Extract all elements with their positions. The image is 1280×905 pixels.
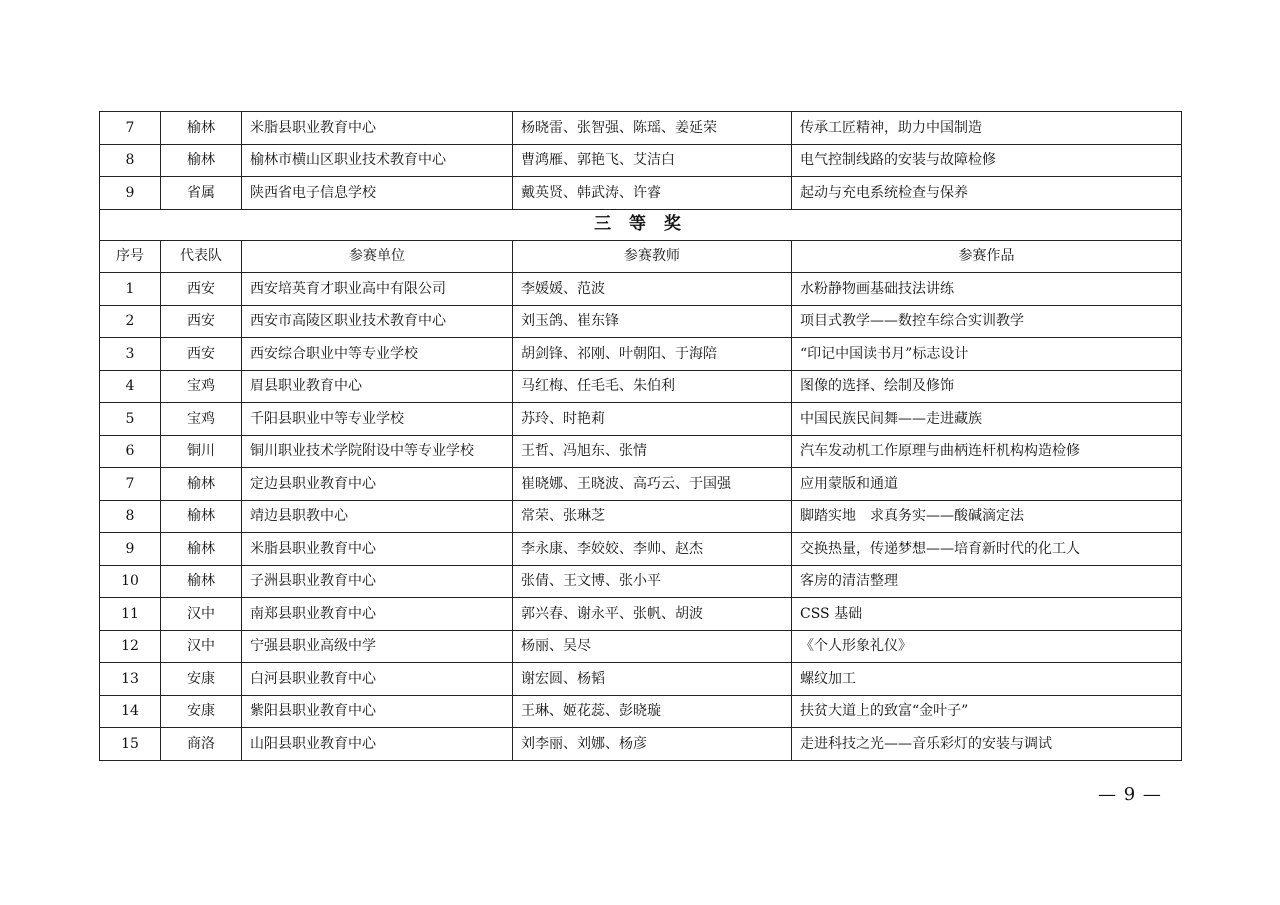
cell-teachers: 谢宏圆、杨韬 [513, 663, 792, 696]
cell-unit: 米脂县职业教育中心 [242, 112, 513, 145]
cell-number: 11 [100, 598, 161, 631]
cell-team: 榆林 [161, 565, 242, 598]
cell-number: 7 [100, 468, 161, 501]
section-title-row [100, 209, 1182, 240]
cell-teachers: 崔晓娜、王晓波、高巧云、于国强 [513, 468, 792, 501]
cell-teachers: 常荣、张琳芝 [513, 500, 792, 533]
cell-unit: 靖边县职教中心 [242, 500, 513, 533]
table-row [100, 403, 1182, 436]
cell-work: 项目式教学——数控车综合实训教学 [792, 305, 1182, 338]
cell-work: 客房的清洁整理 [792, 565, 1182, 598]
cell-number: 15 [100, 728, 161, 761]
page-number: — 9 — [1098, 784, 1162, 805]
cell-teachers: 王琳、姬花蕊、彭晓璇 [513, 695, 792, 728]
cell-work: 水粉静物画基础技法讲练 [792, 273, 1182, 306]
cell-number: 9 [100, 533, 161, 566]
table-row [100, 695, 1182, 728]
table-row [100, 468, 1182, 501]
table-row [100, 370, 1182, 403]
cell-unit: 紫阳县职业教育中心 [242, 695, 513, 728]
cell-team: 榆林 [161, 500, 242, 533]
cell-team: 宝鸡 [161, 403, 242, 436]
cell-number: 14 [100, 695, 161, 728]
table-row [100, 305, 1182, 338]
cell-unit: 千阳县职业中等专业学校 [242, 403, 513, 436]
cell-work: “印记中国读书月”标志设计 [792, 338, 1182, 371]
table-row [100, 144, 1182, 177]
cell-teachers: 杨晓雷、张智强、陈瑶、姜延荣 [513, 112, 792, 145]
cell-unit: 榆林市横山区职业技术教育中心 [242, 144, 513, 177]
cell-team: 铜川 [161, 435, 242, 468]
cell-team: 榆林 [161, 144, 242, 177]
cell-work: 应用蒙版和通道 [792, 468, 1182, 501]
cell-unit: 眉县职业教育中心 [242, 370, 513, 403]
table-row [100, 273, 1182, 306]
cell-number: 8 [100, 500, 161, 533]
cell-team: 汉中 [161, 630, 242, 663]
cell-team: 西安 [161, 338, 242, 371]
header-number: 序号 [100, 240, 161, 273]
cell-teachers: 杨丽、吴尽 [513, 630, 792, 663]
cell-unit: 西安培英育才职业高中有限公司 [242, 273, 513, 306]
cell-number: 10 [100, 565, 161, 598]
header-work: 参赛作品 [792, 240, 1182, 273]
header-teachers: 参赛教师 [513, 240, 792, 273]
cell-work: 扶贫大道上的致富“金叶子” [792, 695, 1182, 728]
cell-team: 汉中 [161, 598, 242, 631]
cell-work: 《个人形象礼仪》 [792, 630, 1182, 663]
cell-teachers: 马红梅、任毛毛、朱伯利 [513, 370, 792, 403]
cell-work: 传承工匠精神，助力中国制造 [792, 112, 1182, 145]
cell-number: 5 [100, 403, 161, 436]
cell-number: 3 [100, 338, 161, 371]
awards-table-body [100, 112, 1182, 761]
cell-number: 1 [100, 273, 161, 306]
cell-unit: 定边县职业教育中心 [242, 468, 513, 501]
cell-work: 图像的选择、绘制及修饰 [792, 370, 1182, 403]
table-row [100, 630, 1182, 663]
cell-work: 脚踏实地 求真务实——酸碱滴定法 [792, 500, 1182, 533]
cell-unit: 米脂县职业教育中心 [242, 533, 513, 566]
cell-unit: 山阳县职业教育中心 [242, 728, 513, 761]
cell-teachers: 胡剑锋、祁刚、叶朝阳、于海陪 [513, 338, 792, 371]
cell-unit: 宁强县职业高级中学 [242, 630, 513, 663]
cell-teachers: 刘玉鸽、崔东锋 [513, 305, 792, 338]
cell-teachers: 郭兴春、谢永平、张帆、胡波 [513, 598, 792, 631]
table-row [100, 112, 1182, 145]
cell-teachers: 戴英贤、韩武涛、许睿 [513, 177, 792, 210]
table-row [100, 663, 1182, 696]
cell-number: 8 [100, 144, 161, 177]
cell-number: 2 [100, 305, 161, 338]
table-row [100, 533, 1182, 566]
cell-work: CSS 基础 [792, 598, 1182, 631]
cell-work: 交换热量，传递梦想——培育新时代的化工人 [792, 533, 1182, 566]
table-row [100, 565, 1182, 598]
cell-work: 螺纹加工 [792, 663, 1182, 696]
cell-team: 安康 [161, 663, 242, 696]
cell-number: 4 [100, 370, 161, 403]
cell-unit: 铜川职业技术学院附设中等专业学校 [242, 435, 513, 468]
cell-teachers: 李媛媛、范波 [513, 273, 792, 306]
cell-team: 榆林 [161, 112, 242, 145]
table-row [100, 728, 1182, 761]
cell-work: 汽车发动机工作原理与曲柄连杆机构构造检修 [792, 435, 1182, 468]
cell-number: 7 [100, 112, 161, 145]
table-row [100, 500, 1182, 533]
table-row [100, 177, 1182, 210]
table-row [100, 338, 1182, 371]
cell-number: 6 [100, 435, 161, 468]
cell-unit: 陕西省电子信息学校 [242, 177, 513, 210]
cell-team: 榆林 [161, 468, 242, 501]
cell-teachers: 苏玲、时艳莉 [513, 403, 792, 436]
section-title: 三 等 奖 [100, 209, 1182, 240]
cell-unit: 子洲县职业教育中心 [242, 565, 513, 598]
header-team: 代表队 [161, 240, 242, 273]
cell-teachers: 曹鸿雁、郭艳飞、艾洁白 [513, 144, 792, 177]
table-row [100, 598, 1182, 631]
table-header-row [100, 240, 1182, 273]
cell-teachers: 李永康、李姣姣、李帅、赵杰 [513, 533, 792, 566]
cell-work: 中国民族民间舞——走进藏族 [792, 403, 1182, 436]
cell-team: 省属 [161, 177, 242, 210]
cell-teachers: 王哲、冯旭东、张情 [513, 435, 792, 468]
cell-team: 商洛 [161, 728, 242, 761]
cell-unit: 西安综合职业中等专业学校 [242, 338, 513, 371]
cell-team: 安康 [161, 695, 242, 728]
header-unit: 参赛单位 [242, 240, 513, 273]
cell-team: 西安 [161, 305, 242, 338]
awards-table [99, 111, 1182, 761]
cell-number: 13 [100, 663, 161, 696]
cell-number: 12 [100, 630, 161, 663]
cell-team: 榆林 [161, 533, 242, 566]
cell-unit: 南郑县职业教育中心 [242, 598, 513, 631]
cell-team: 宝鸡 [161, 370, 242, 403]
cell-work: 电气控制线路的安装与故障检修 [792, 144, 1182, 177]
cell-number: 9 [100, 177, 161, 210]
cell-unit: 西安市高陵区职业技术教育中心 [242, 305, 513, 338]
cell-teachers: 张倩、王文博、张小平 [513, 565, 792, 598]
cell-teachers: 刘李丽、刘娜、杨彦 [513, 728, 792, 761]
cell-work: 起动与充电系统检查与保养 [792, 177, 1182, 210]
cell-team: 西安 [161, 273, 242, 306]
cell-work: 走进科技之光——音乐彩灯的安装与调试 [792, 728, 1182, 761]
cell-unit: 白河县职业教育中心 [242, 663, 513, 696]
table-row [100, 435, 1182, 468]
